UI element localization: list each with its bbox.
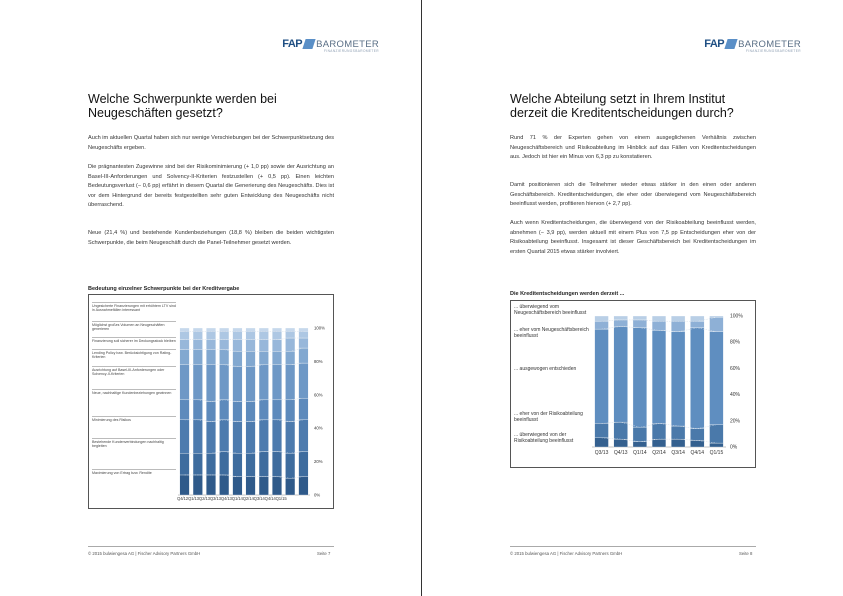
chart-1-bar-Q1/13-segment-4 [193, 400, 203, 420]
chart-1-bar-Q2/14-segment-9 [259, 328, 269, 331]
chart-1-bar-Q1/14-segment-9 [246, 328, 256, 331]
chart-2-y-tick-label: 20% [730, 418, 741, 425]
chart-2-bar-Q1/14-segment-5 [633, 316, 647, 320]
chart-1-bar-Q2/14-segment-8 [259, 331, 269, 339]
chart-1-bar-Q1/14-segment-1 [246, 477, 256, 495]
chart-1-bar-Q1/13-segment-6 [193, 350, 203, 365]
chart-1-bar-Q1/15-segment-5 [299, 363, 309, 398]
logo-product: BAROMETER [738, 38, 801, 50]
chart-1-bar-Q1/15-segment-1 [299, 477, 309, 495]
chart-2-legend-item-5: ... überwiegend von der Risikoabteilung beeinflusst [514, 432, 574, 444]
chart-2-x-tick-label: Q3/14 [671, 450, 685, 456]
chart-1-bar-Q3/13-segment-7 [219, 340, 229, 350]
chart-1-bar-Q2/13-segment-8 [206, 331, 216, 339]
chart-2-bar-Q3/14-segment-5 [671, 316, 685, 321]
chart-1-bar-Q1/15-segment-4 [299, 398, 309, 420]
chart-1-legend-item-6: Neue, nachhaltige Kundenbeziehungen gewinnen [92, 391, 172, 395]
logo-brand: FAP [704, 38, 725, 50]
chart-1-bar-Q4/12-segment-1 [180, 475, 190, 495]
chart-1-bar-Q4/12-segment-5 [180, 365, 190, 400]
chart-1-bar-Q4/14-segment-4 [285, 400, 295, 422]
chart-2-bar-Q1/15-segment-2 [710, 425, 724, 443]
chart-2-bar-Q4/13-segment-3 [614, 326, 628, 422]
chart-1-bar-Q3/13-segment-9 [219, 328, 229, 331]
chart-1-bar-Q3/13-segment-5 [219, 365, 229, 400]
chart-1-legend-item-5: Ausrichtung auf Basel-III-Anforderungen oder Solvency-II-Kriterien [92, 368, 165, 377]
chart-2-bar-Q4/13-segment-2 [614, 422, 628, 439]
chart-1-bar-Q2/14-segment-3 [259, 420, 269, 452]
chart-2-y-tick-label: 100% [730, 313, 743, 320]
chart-1-bar-Q4/12-segment-8 [180, 331, 190, 339]
chart-2-legend-item-1: ... überwiegend vom Neugeschäftsbereich beeinflusst [514, 304, 587, 316]
chart-2-x-tick-label: Q1/15 [709, 450, 724, 456]
chart-1-bar-Q3/13-segment-6 [219, 350, 229, 365]
chart-1-bar-Q3/14-segment-9 [272, 328, 282, 331]
chart-2-x-tick-label: Q4/13 [613, 450, 628, 456]
chart-2-plot [422, 0, 843, 596]
chart-1-bar-Q3/13-segment-3 [219, 420, 229, 452]
chart-2-bar-Q1/14-segment-4 [633, 320, 647, 328]
chart-1-bar-Q4/13-segment-6 [233, 351, 243, 366]
chart-1-bar-Q1/13-segment-1 [193, 475, 203, 495]
chart-1-y-tick-label: 20% [314, 459, 323, 465]
chart-1-bar-Q3/14-segment-1 [272, 477, 282, 495]
chart-1-bar-Q1/14-segment-8 [246, 331, 256, 339]
chart-1-bar-Q1/14-segment-7 [246, 340, 256, 352]
chart-2-bar-Q3/13-segment-2 [595, 423, 609, 437]
chart-2-bar-Q1/15-segment-3 [710, 332, 724, 425]
chart-1-bar-Q4/12-segment-7 [180, 340, 190, 350]
chart-1-bar-Q2/14-segment-5 [259, 365, 269, 400]
chart-2-legend-item-3: ... ausgewogen entschieden [514, 366, 577, 372]
chart-1-bar-Q2/13-segment-7 [206, 340, 216, 350]
chart-1-bar-Q2/14-segment-1 [259, 477, 269, 495]
chart-1-y-tick-label: 60% [314, 392, 323, 398]
chart-1-plot [0, 0, 421, 596]
chart-1-y-tick-label: 80% [314, 358, 323, 364]
chart-1-bar-Q4/13-segment-9 [233, 328, 243, 331]
logo-tagline: FINANZIERUNGSBAROMETER [323, 49, 379, 53]
chart-2-title: Die Kreditentscheidungen werden derzeit ... [510, 291, 625, 297]
chart-1-legend-item-9: Maximierung von Ertrag bzw. Rendite [92, 471, 152, 475]
chart-2-bar-Q1/15-segment-5 [710, 316, 724, 317]
chart-1-bar-Q1/13-segment-3 [193, 420, 203, 453]
chart-2-bar-Q3/13-segment-5 [595, 316, 609, 321]
chart-1-bar-Q4/12-segment-9 [180, 328, 190, 331]
chart-1-bar-Q1/14-segment-4 [246, 401, 256, 421]
chart-1-y-tick-label: 100% [314, 325, 325, 331]
chart-1-legend-item-1: Ungesicherte Finanzierungen mit erhöhtem LTV sind in Ausnahmefällen interessant [92, 304, 176, 313]
chart-1-bar-Q4/14-segment-1 [285, 478, 295, 495]
chart-2-bar-Q1/14-segment-3 [633, 328, 647, 428]
chart-1-bar-Q2/13-segment-3 [206, 422, 216, 454]
logo-product: BAROMETER [316, 38, 379, 50]
chart-2-y-tick-label: 60% [730, 365, 741, 372]
chart-1-bar-Q4/13-segment-1 [233, 477, 243, 495]
chart-1-bar-Q4/13-segment-7 [233, 340, 243, 352]
chart-2-bar-Q3/14-segment-3 [671, 332, 685, 426]
chart-1-legend-item-4: Lending Policy bzw. Berücksichtigung von Rating-Kriterien [92, 351, 172, 360]
chart-1-bar-Q3/14-segment-6 [272, 351, 282, 364]
paragraph-2: Die prägnantesten Zugewinne sind bei der Risikominimierung (+ 1,0 pp) sowie der Ausrichtung an Basel-III-Anforderungen und Solvency-II-Kriterien festzustellen (+ 0,5 pp). Einen leichten Bedeutungsverlust (− 0,6 pp) erfährt in diesem Quartal die Generierung des Neugeschäfts. Dies ist vor dem Hintergrund der bereits festgestellten sehr guten Entwicklung des Neugeschäfts nicht überraschend. [88, 164, 334, 208]
chart-1-bar-Q4/14-segment-7 [285, 338, 295, 351]
chart-1-bar-Q4/12-segment-4 [180, 400, 190, 420]
chart-2-legend-item-2: ... eher vom Neugeschäftsbereich beeinflusst [514, 327, 589, 339]
page-7 [0, 0, 421, 596]
chart-2-bar-Q4/14-segment-4 [690, 321, 704, 328]
chart-1-bar-Q1/14-segment-3 [246, 422, 256, 454]
chart-2-bar-Q2/14-segment-3 [652, 330, 666, 423]
chart-2-bar-Q1/15-segment-1 [710, 443, 724, 447]
page-title-line-1: Welche Abteilung setzt in Ihrem Institut [510, 92, 726, 106]
paragraph-3: Auch wenn Kreditentscheidungen, die überwiegend von der Risikoabteilung beeinflusst werden, abnehmen (− 3,9 pp), werden aktuell mit einem Plus von 7,5 pp Entscheidungen eher von der Risikoabteilung beeinflusst. Insgesamt ist dieser Geschäftsbereich bei Kreditentscheidungen im ersten Quartal 2015 etwas stärker involviert. [510, 220, 756, 255]
paragraph-1: Rund 71 % der Experten gehen von einem ausgeglichenen Verhältnis zwischen Neugeschäftsbereich und Risikoabteilung im Hinblick auf das Fällen von Kreditentscheidungen aus. Jedoch ist hier ein Minus von 6,3 pp zu konstatieren. [510, 135, 756, 160]
paragraph-2: Damit positionieren sich die Teilnehmer wieder etwas stärker in den einen oder anderen Geschäftsbereich. Kreditentscheidungen, die eher oder überwiegend vom Neugeschäftsbereich beeinflusst werden, profitieren hiervon (+ 2,7 pp). [510, 182, 756, 207]
footer-copyright: © 2015 bulwiengesa AG | Fischer Advisory Partners GmbH [88, 551, 201, 556]
page-title-line-1: Welche Schwerpunkte werden bei [88, 92, 277, 106]
chart-1-bar-Q1/13-segment-7 [193, 340, 203, 350]
chart-1-bar-Q1/15-segment-9 [299, 328, 309, 331]
chart-2-bar-Q3/14-segment-2 [671, 426, 685, 439]
chart-1-legend-item-3: Finanzierung soll sicherer im Deckungsstock bleiben [92, 339, 176, 343]
chart-2-bar-Q2/14-segment-2 [652, 423, 666, 439]
chart-2-x-tick-label: Q3/13 [594, 450, 609, 456]
chart-1-bar-Q1/13-segment-8 [193, 331, 203, 339]
chart-2-x-tick-label: Q2/14 [652, 450, 666, 456]
chart-1-bar-Q3/13-segment-1 [219, 475, 229, 495]
chart-1-y-tick-label: 0% [314, 492, 321, 498]
chart-2-bar-Q2/14-segment-4 [652, 321, 666, 330]
chart-1-bar-Q4/13-segment-3 [233, 422, 243, 454]
chart-1-bar-Q1/15-segment-6 [299, 348, 309, 363]
chart-1-bar-Q1/13-segment-9 [193, 328, 203, 331]
chart-2-y-tick-label: 40% [730, 392, 741, 399]
chart-2-bar-Q1/14-segment-2 [633, 427, 647, 441]
chart-2-bar-Q4/13-segment-4 [614, 320, 628, 327]
chart-2-bar-Q4/13-segment-5 [614, 316, 628, 320]
chart-2-bar-Q4/13-segment-1 [614, 439, 628, 447]
chart-1-legend-item-8: Bestehende Kundenverbindungen nachhaltig begleiten [92, 440, 164, 449]
chart-2-y-tick-label: 0% [730, 444, 738, 451]
page-title-line-2: derzeit die Kreditentscheidungen durch? [510, 106, 734, 120]
footer-rule [510, 546, 756, 547]
chart-2-bar-Q3/14-segment-4 [671, 321, 685, 331]
chart-1-y-tick-label: 40% [314, 425, 323, 431]
chart-1-bar-Q4/14-segment-5 [285, 365, 295, 400]
chart-1-bar-Q3/14-segment-5 [272, 365, 282, 400]
chart-1-bar-Q4/13-segment-2 [233, 453, 243, 476]
footer-page-number: Seite 7 [317, 551, 331, 556]
chart-2-bar-Q4/14-segment-2 [690, 429, 704, 441]
chart-1-bar-Q2/13-segment-2 [206, 453, 216, 475]
chart-1-bar-Q4/13-segment-8 [233, 331, 243, 339]
footer-page-number: Seite 8 [739, 551, 753, 556]
chart-1-bar-Q2/13-segment-5 [206, 365, 216, 402]
chart-1-bar-Q1/13-segment-5 [193, 365, 203, 400]
chart-2-bar-Q3/13-segment-1 [595, 438, 609, 447]
chart-1-bar-Q1/15-segment-7 [299, 338, 309, 348]
chart-1-bar-Q2/13-segment-6 [206, 350, 216, 365]
chart-1-legend-item-7: Minimierung des Risikos [92, 418, 131, 422]
chart-1-bar-Q3/13-segment-2 [219, 452, 229, 475]
chart-1-bar-Q4/14-segment-8 [285, 331, 295, 338]
chart-2-legend-item-4: ... eher von der Risikoabteilung beeinflusst [514, 411, 583, 423]
chart-1-bar-Q2/13-segment-4 [206, 401, 216, 421]
chart-2-bar-Q4/14-segment-1 [690, 440, 704, 447]
paragraph-1: Auch im aktuellen Quartal haben sich nur wenige Verschiebungen bei der Schwerpunktsetzung des Neugeschäfts ergeben. [88, 135, 334, 151]
chart-2-bar-Q3/14-segment-1 [671, 439, 685, 447]
chart-1-category-labels: Q4/12Q1/13Q2/13Q3/13Q4/13Q1/14Q2/14Q3/14Q4/14Q1/15 [177, 496, 287, 501]
chart-1-bar-Q3/14-segment-4 [272, 400, 282, 420]
footer-rule [88, 546, 334, 547]
chart-1-bar-Q3/14-segment-3 [272, 420, 282, 452]
chart-1-legend-item-2: Möglichst großes Volumen an Neugeschäften generieren [92, 323, 165, 332]
chart-2-bar-Q2/14-segment-5 [652, 316, 666, 321]
chart-1-bar-Q1/15-segment-8 [299, 331, 309, 338]
chart-1-bar-Q1/14-segment-2 [246, 453, 256, 476]
chart-2-bar-Q1/14-segment-1 [633, 442, 647, 447]
chart-1-bar-Q3/13-segment-4 [219, 400, 229, 420]
chart-1-bar-Q4/14-segment-6 [285, 351, 295, 364]
chart-1-bar-Q4/13-segment-5 [233, 366, 243, 401]
chart-2-bar-Q2/14-segment-1 [652, 439, 666, 447]
chart-1-bar-Q1/15-segment-3 [299, 420, 309, 452]
chart-1-title: Bedeutung einzelner Schwerpunkte bei der Kreditvergabe [88, 286, 240, 292]
chart-1-bar-Q2/13-segment-9 [206, 328, 216, 331]
page-8 [422, 0, 843, 596]
chart-2-x-tick-label: Q1/14 [633, 450, 647, 456]
chart-1-bar-Q3/14-segment-8 [272, 331, 282, 339]
chart-1-bar-Q1/15-segment-2 [299, 452, 309, 477]
chart-2-bar-Q1/15-segment-4 [710, 317, 724, 331]
chart-1-bar-Q4/14-segment-9 [285, 328, 295, 331]
logo-tagline: FINANZIERUNGSBAROMETER [745, 49, 801, 53]
chart-1-bar-Q3/13-segment-8 [219, 331, 229, 339]
chart-2-bar-Q3/13-segment-4 [595, 321, 609, 329]
logo-brand: FAP [282, 38, 303, 50]
chart-2-x-tick-label: Q4/14 [690, 450, 705, 456]
chart-1-bar-Q2/14-segment-7 [259, 340, 269, 352]
chart-1-bar-Q4/12-segment-2 [180, 453, 190, 475]
chart-1-bar-Q1/14-segment-5 [246, 366, 256, 401]
chart-1-bar-Q2/14-segment-2 [259, 452, 269, 477]
chart-1-bar-Q1/13-segment-2 [193, 453, 203, 475]
chart-1-bar-Q2/14-segment-6 [259, 351, 269, 364]
chart-2-bar-Q4/14-segment-3 [690, 328, 704, 429]
chart-1-bar-Q4/13-segment-4 [233, 401, 243, 421]
footer-copyright: © 2015 bulwiengesa AG | Fischer Advisory Partners GmbH [510, 551, 623, 556]
chart-1-bar-Q1/14-segment-6 [246, 351, 256, 366]
chart-1-bar-Q4/14-segment-2 [285, 453, 295, 478]
page-title-line-2: Neugeschäften gesetzt? [88, 106, 223, 120]
chart-1-bar-Q2/14-segment-4 [259, 400, 269, 420]
chart-1-bar-Q4/14-segment-3 [285, 422, 295, 454]
chart-1-bar-Q4/12-segment-3 [180, 420, 190, 453]
chart-1-bar-Q3/14-segment-7 [272, 340, 282, 352]
paragraph-3: Neue (21,4 %) und bestehende Kundenbeziehungen (18,8 %) bleiben die beiden wichtigsten Schwerpunkte, die beim Neugeschäft durch die Panel-Teilnehmer gesetzt werden. [88, 230, 334, 246]
chart-1-bar-Q4/12-segment-6 [180, 350, 190, 365]
chart-1-bar-Q3/14-segment-2 [272, 452, 282, 477]
chart-2-bar-Q3/13-segment-3 [595, 329, 609, 423]
chart-1-bar-Q2/13-segment-1 [206, 475, 216, 495]
chart-2-y-tick-label: 80% [730, 339, 741, 346]
